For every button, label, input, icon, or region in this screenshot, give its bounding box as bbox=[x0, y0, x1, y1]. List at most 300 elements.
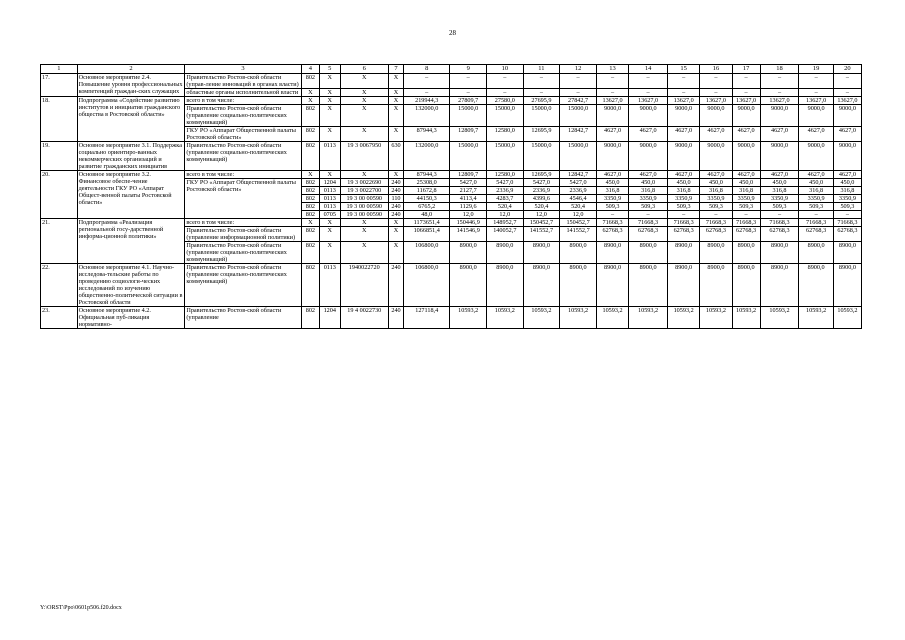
value-cell: 13627,0 bbox=[760, 97, 799, 105]
value-cell: 509,3 bbox=[732, 203, 760, 211]
section-code: 0113 bbox=[320, 195, 340, 203]
target-code: 19 3 0022700 bbox=[340, 187, 388, 195]
value-cell: – bbox=[732, 89, 760, 97]
value-cell: 8900,0 bbox=[799, 264, 833, 307]
grbs-code: 802 bbox=[301, 74, 319, 89]
expense-type-code: 240 bbox=[388, 307, 403, 329]
value-cell: 316,8 bbox=[629, 187, 668, 195]
value-cell: 5427,0 bbox=[450, 179, 487, 187]
executor-cell: Правительство Ростов-ской области (управление bbox=[185, 307, 301, 329]
grbs-code: 802 bbox=[301, 307, 319, 329]
value-cell: 71668,3 bbox=[833, 219, 861, 227]
value-cell: 132000,0 bbox=[404, 142, 450, 171]
section-code: 1204 bbox=[320, 179, 340, 187]
budget-table bbox=[40, 64, 862, 329]
value-cell: 509,3 bbox=[700, 203, 732, 211]
value-cell: 4627,0 bbox=[760, 171, 799, 179]
value-cell: 8900,0 bbox=[760, 242, 799, 264]
target-code: 19 3 00 00590 bbox=[340, 195, 388, 203]
value-cell: 15000,0 bbox=[560, 105, 597, 127]
value-cell: 3350,9 bbox=[760, 195, 799, 203]
section-code: X bbox=[320, 227, 340, 242]
expense-type-code: X bbox=[388, 219, 403, 227]
value-cell: 10593,2 bbox=[833, 307, 861, 329]
value-cell: 9000,0 bbox=[732, 105, 760, 127]
expense-type-code: 240 bbox=[388, 187, 403, 195]
table-row bbox=[41, 142, 862, 171]
value-cell: 8900,0 bbox=[667, 264, 699, 307]
column-number: 19 bbox=[799, 65, 833, 74]
value-cell: 12,0 bbox=[450, 211, 487, 219]
value-cell: 71668,3 bbox=[667, 219, 699, 227]
value-cell: 13627,0 bbox=[732, 97, 760, 105]
value-cell: 8900,0 bbox=[487, 264, 524, 307]
value-cell: 62768,3 bbox=[629, 227, 668, 242]
column-number: 16 bbox=[700, 65, 732, 74]
value-cell: 141552,7 bbox=[523, 227, 560, 242]
value-cell: 8900,0 bbox=[833, 242, 861, 264]
value-cell: 9000,0 bbox=[596, 142, 628, 171]
section-code: X bbox=[320, 127, 340, 142]
value-cell: 8900,0 bbox=[732, 242, 760, 264]
value-cell: 1066851,4 bbox=[404, 227, 450, 242]
value-cell: 5427,0 bbox=[523, 179, 560, 187]
row-number: 21. bbox=[41, 219, 78, 264]
column-number-row bbox=[41, 65, 862, 74]
value-cell: – bbox=[487, 89, 524, 97]
value-cell: 316,8 bbox=[732, 187, 760, 195]
value-cell: – bbox=[833, 89, 861, 97]
column-number: 5 bbox=[320, 65, 340, 74]
value-cell: 4627,0 bbox=[700, 127, 732, 142]
expense-type-code: X bbox=[388, 227, 403, 242]
executor-cell: ГКУ РО «Аппарат Общественной палаты Ростовской области» bbox=[185, 179, 301, 219]
column-number: 13 bbox=[596, 65, 628, 74]
value-cell: 15000,0 bbox=[450, 142, 487, 171]
value-cell: 9000,0 bbox=[799, 142, 833, 171]
value-cell: 27809,7 bbox=[450, 97, 487, 105]
column-number: 14 bbox=[629, 65, 668, 74]
value-cell: 509,3 bbox=[833, 203, 861, 211]
value-cell: 3350,9 bbox=[833, 195, 861, 203]
row-number: 23. bbox=[41, 307, 78, 329]
value-cell: 150446,9 bbox=[450, 219, 487, 227]
value-cell: 4627,0 bbox=[799, 171, 833, 179]
value-cell: – bbox=[732, 74, 760, 89]
section-code: 0113 bbox=[320, 187, 340, 195]
executor-cell: Правительство Ростов-ской области (управ-ление инноваций в органах власти) bbox=[185, 74, 301, 89]
value-cell: 13627,0 bbox=[596, 97, 628, 105]
value-cell: 8900,0 bbox=[450, 242, 487, 264]
value-cell: 9000,0 bbox=[760, 142, 799, 171]
value-cell: 71668,3 bbox=[760, 219, 799, 227]
value-cell: 4627,0 bbox=[667, 171, 699, 179]
column-number: 17 bbox=[732, 65, 760, 74]
value-cell: 316,8 bbox=[667, 187, 699, 195]
row-number: 22. bbox=[41, 264, 78, 307]
value-cell: 9000,0 bbox=[760, 105, 799, 127]
column-number: 4 bbox=[301, 65, 319, 74]
value-cell: 9000,0 bbox=[700, 142, 732, 171]
value-cell: – bbox=[700, 211, 732, 219]
value-cell: 13627,0 bbox=[667, 97, 699, 105]
grbs-code: 802 bbox=[301, 203, 319, 211]
value-cell: 520,4 bbox=[487, 203, 524, 211]
section-code: 0705 bbox=[320, 211, 340, 219]
target-code: 19 3 0022690 bbox=[340, 179, 388, 187]
value-cell: 13627,0 bbox=[799, 97, 833, 105]
section-code: 0113 bbox=[320, 142, 340, 171]
column-number: 11 bbox=[523, 65, 560, 74]
value-cell: 316,8 bbox=[596, 187, 628, 195]
value-cell: 9000,0 bbox=[629, 142, 668, 171]
value-cell: 4627,0 bbox=[833, 171, 861, 179]
value-cell: 15000,0 bbox=[487, 105, 524, 127]
row-number: 17. bbox=[41, 74, 78, 97]
grbs-code: X bbox=[301, 171, 319, 179]
activity-name: Основное мероприятие 4.2. Официальная пуб-ликация нормативно- bbox=[77, 307, 185, 329]
value-cell: 520,4 bbox=[523, 203, 560, 211]
value-cell: 6765,2 bbox=[404, 203, 450, 211]
grbs-code: X bbox=[301, 89, 319, 97]
value-cell: 10593,2 bbox=[732, 307, 760, 329]
section-code: X bbox=[320, 219, 340, 227]
value-cell: 2336,9 bbox=[487, 187, 524, 195]
value-cell: 3350,9 bbox=[667, 195, 699, 203]
value-cell: 5427,0 bbox=[487, 179, 524, 187]
value-cell: 71668,3 bbox=[700, 219, 732, 227]
value-cell: 2127,7 bbox=[450, 187, 487, 195]
value-cell: 8900,0 bbox=[833, 264, 861, 307]
section-code: 0113 bbox=[320, 203, 340, 211]
executor-cell: всего в том числе: bbox=[185, 171, 301, 179]
grbs-code: 802 bbox=[301, 187, 319, 195]
expense-type-code: X bbox=[388, 105, 403, 127]
value-cell: 62768,3 bbox=[760, 227, 799, 242]
value-cell: 4627,0 bbox=[629, 127, 668, 142]
value-cell: 450,0 bbox=[799, 179, 833, 187]
expense-type-code: X bbox=[388, 97, 403, 105]
value-cell: 4627,0 bbox=[732, 171, 760, 179]
value-cell: 8900,0 bbox=[732, 264, 760, 307]
value-cell: 4399,6 bbox=[523, 195, 560, 203]
executor-cell: Правительство Ростов-ской области (управление социально-политических коммуникаций) bbox=[185, 142, 301, 171]
value-cell: 219944,3 bbox=[404, 97, 450, 105]
value-cell: 4627,0 bbox=[833, 127, 861, 142]
value-cell: – bbox=[833, 74, 861, 89]
value-cell: 150452,7 bbox=[560, 219, 597, 227]
activity-name: Основное мероприятие 3.2. Финансовое обеспе-чение деятельности ГКУ РО «Аппарат Общест-венной палаты Ростовской области» bbox=[77, 171, 185, 219]
value-cell: 12,0 bbox=[487, 211, 524, 219]
value-cell: 450,0 bbox=[732, 179, 760, 187]
value-cell: 4113,4 bbox=[450, 195, 487, 203]
column-number: 9 bbox=[450, 65, 487, 74]
value-cell: 4627,0 bbox=[732, 127, 760, 142]
value-cell: 71668,3 bbox=[596, 219, 628, 227]
grbs-code: 802 bbox=[301, 142, 319, 171]
value-cell: 10593,2 bbox=[629, 307, 668, 329]
value-cell: 10593,2 bbox=[596, 307, 628, 329]
expense-type-code: 240 bbox=[388, 203, 403, 211]
grbs-code: 802 bbox=[301, 242, 319, 264]
value-cell: 10593,2 bbox=[450, 307, 487, 329]
value-cell: 12809,7 bbox=[450, 127, 487, 142]
grbs-code: 802 bbox=[301, 105, 319, 127]
executor-cell: Правительство Ростов-ской области (управление социально-политических коммуникаций) bbox=[185, 242, 301, 264]
expense-type-code: 110 bbox=[388, 195, 403, 203]
grbs-code: X bbox=[301, 97, 319, 105]
value-cell: 3350,9 bbox=[700, 195, 732, 203]
value-cell: 12695,9 bbox=[523, 171, 560, 179]
executor-cell: Правительство Ростов-ской области (управление социально-политических коммуникаций) bbox=[185, 264, 301, 307]
value-cell: 450,0 bbox=[760, 179, 799, 187]
value-cell: 15000,0 bbox=[450, 105, 487, 127]
executor-cell: Правительство Ростов-ской области (управление информационной политики) bbox=[185, 227, 301, 242]
grbs-code: 802 bbox=[301, 127, 319, 142]
value-cell: 10593,2 bbox=[560, 307, 597, 329]
value-cell: 15000,0 bbox=[560, 142, 597, 171]
value-cell: 3350,9 bbox=[732, 195, 760, 203]
value-cell: 450,0 bbox=[629, 179, 668, 187]
value-cell: 8900,0 bbox=[523, 242, 560, 264]
target-code: 19 3 00 00590 bbox=[340, 211, 388, 219]
executor-cell: ГКУ РО «Аппарат Общественной палаты Ростовской области» bbox=[185, 127, 301, 142]
column-number: 20 bbox=[833, 65, 861, 74]
grbs-code: 802 bbox=[301, 179, 319, 187]
column-number: 12 bbox=[560, 65, 597, 74]
target-code: X bbox=[340, 171, 388, 179]
value-cell: 13627,0 bbox=[629, 97, 668, 105]
value-cell: 8900,0 bbox=[523, 264, 560, 307]
value-cell: 316,8 bbox=[760, 187, 799, 195]
value-cell: 10593,2 bbox=[760, 307, 799, 329]
page-number: 28 bbox=[449, 29, 456, 37]
value-cell: – bbox=[732, 211, 760, 219]
value-cell: 8900,0 bbox=[700, 242, 732, 264]
value-cell: 4627,0 bbox=[596, 171, 628, 179]
value-cell: 316,8 bbox=[700, 187, 732, 195]
value-cell: 15000,0 bbox=[487, 142, 524, 171]
value-cell: 8900,0 bbox=[450, 264, 487, 307]
column-number: 10 bbox=[487, 65, 524, 74]
column-number: 6 bbox=[340, 65, 388, 74]
target-code: 19 4 0022730 bbox=[340, 307, 388, 329]
activity-name: Основное мероприятие 2.4. Повышение уровня профессиональных компетенций граждан-ских служащих bbox=[77, 74, 185, 97]
column-number: 3 bbox=[185, 65, 301, 74]
value-cell: 4627,0 bbox=[596, 127, 628, 142]
value-cell: 8900,0 bbox=[760, 264, 799, 307]
value-cell: 3350,9 bbox=[596, 195, 628, 203]
value-cell: 1173651,4 bbox=[404, 219, 450, 227]
value-cell: – bbox=[404, 89, 450, 97]
value-cell: – bbox=[596, 74, 628, 89]
executor-cell: всего в том числе: bbox=[185, 97, 301, 105]
executor-cell: Правительство Ростов-ской области (управление социально-политических коммуникаций) bbox=[185, 105, 301, 127]
value-cell: 62768,3 bbox=[596, 227, 628, 242]
value-cell: – bbox=[799, 211, 833, 219]
activity-name: Основное мероприятие 4.1. Научно-исследова-тельские работы по проведению социологи-ческих исследований по изучению общественно-политической ситуации в Ростовской области bbox=[77, 264, 185, 307]
value-cell: – bbox=[700, 74, 732, 89]
value-cell: 12695,9 bbox=[523, 127, 560, 142]
value-cell: 2336,9 bbox=[560, 187, 597, 195]
value-cell: 5427,0 bbox=[560, 179, 597, 187]
value-cell: 127118,4 bbox=[404, 307, 450, 329]
target-code: X bbox=[340, 74, 388, 89]
section-code: X bbox=[320, 89, 340, 97]
target-code: X bbox=[340, 105, 388, 127]
value-cell: 4283,7 bbox=[487, 195, 524, 203]
value-cell: 8900,0 bbox=[560, 242, 597, 264]
value-cell: – bbox=[667, 89, 699, 97]
row-number: 20. bbox=[41, 171, 78, 219]
grbs-code: 802 bbox=[301, 211, 319, 219]
column-number: 7 bbox=[388, 65, 403, 74]
row-number: 18. bbox=[41, 97, 78, 142]
value-cell: 509,3 bbox=[760, 203, 799, 211]
value-cell: – bbox=[700, 89, 732, 97]
value-cell: 4627,0 bbox=[700, 171, 732, 179]
table-row bbox=[41, 97, 862, 105]
value-cell: 71668,3 bbox=[629, 219, 668, 227]
value-cell: 15000,0 bbox=[523, 105, 560, 127]
value-cell: 27580,0 bbox=[487, 97, 524, 105]
activity-name: Подпрограмма «Реализация региональной госу-дарственной информа-ционной политики» bbox=[77, 219, 185, 264]
column-number: 2 bbox=[77, 65, 185, 74]
value-cell: 1129,6 bbox=[450, 203, 487, 211]
value-cell: 8900,0 bbox=[596, 264, 628, 307]
expense-type-code: X bbox=[388, 89, 403, 97]
value-cell: 62768,3 bbox=[667, 227, 699, 242]
value-cell: 2336,9 bbox=[523, 187, 560, 195]
expense-type-code: X bbox=[388, 74, 403, 89]
table-row bbox=[41, 307, 862, 329]
target-code: X bbox=[340, 242, 388, 264]
target-code: 19 3 00 00590 bbox=[340, 203, 388, 211]
value-cell: 62768,3 bbox=[700, 227, 732, 242]
value-cell: 106800,0 bbox=[404, 264, 450, 307]
value-cell: 10593,2 bbox=[700, 307, 732, 329]
value-cell: – bbox=[523, 74, 560, 89]
target-code: X bbox=[340, 219, 388, 227]
value-cell: – bbox=[667, 74, 699, 89]
value-cell: 71668,3 bbox=[732, 219, 760, 227]
value-cell: – bbox=[629, 74, 668, 89]
target-code: X bbox=[340, 97, 388, 105]
value-cell: 12580,0 bbox=[487, 127, 524, 142]
table-row bbox=[41, 171, 862, 179]
value-cell: 132000,0 bbox=[404, 105, 450, 127]
value-cell: 3350,9 bbox=[629, 195, 668, 203]
executor-cell: всего в том числе: bbox=[185, 219, 301, 227]
column-number: 18 bbox=[760, 65, 799, 74]
target-code: 1940022720 bbox=[340, 264, 388, 307]
section-code: X bbox=[320, 97, 340, 105]
value-cell: 12580,0 bbox=[487, 171, 524, 179]
value-cell: – bbox=[629, 89, 668, 97]
value-cell: 509,3 bbox=[799, 203, 833, 211]
value-cell: 450,0 bbox=[596, 179, 628, 187]
value-cell: – bbox=[760, 211, 799, 219]
target-code: X bbox=[340, 89, 388, 97]
value-cell: 4546,4 bbox=[560, 195, 597, 203]
value-cell: 62768,3 bbox=[799, 227, 833, 242]
section-code: X bbox=[320, 242, 340, 264]
value-cell: 4627,0 bbox=[629, 171, 668, 179]
value-cell: 13627,0 bbox=[700, 97, 732, 105]
expense-type-code: X bbox=[388, 127, 403, 142]
value-cell: – bbox=[833, 211, 861, 219]
value-cell: 450,0 bbox=[700, 179, 732, 187]
value-cell: – bbox=[760, 74, 799, 89]
value-cell: 12842,7 bbox=[560, 127, 597, 142]
value-cell: 12842,7 bbox=[560, 171, 597, 179]
value-cell: – bbox=[560, 89, 597, 97]
value-cell: 62768,3 bbox=[833, 227, 861, 242]
table-row bbox=[41, 74, 862, 89]
value-cell: 62768,3 bbox=[732, 227, 760, 242]
value-cell: 9000,0 bbox=[799, 105, 833, 127]
value-cell: 10593,2 bbox=[799, 307, 833, 329]
value-cell: 8900,0 bbox=[596, 242, 628, 264]
value-cell: – bbox=[799, 89, 833, 97]
value-cell: – bbox=[667, 211, 699, 219]
section-code: 0113 bbox=[320, 264, 340, 307]
value-cell: 4627,0 bbox=[667, 127, 699, 142]
grbs-code: 802 bbox=[301, 264, 319, 307]
value-cell: – bbox=[629, 211, 668, 219]
column-number: 1 bbox=[41, 65, 78, 74]
value-cell: 10593,2 bbox=[487, 307, 524, 329]
value-cell: – bbox=[487, 74, 524, 89]
value-cell: – bbox=[596, 211, 628, 219]
value-cell: 12,0 bbox=[523, 211, 560, 219]
value-cell: – bbox=[799, 74, 833, 89]
column-number: 8 bbox=[404, 65, 450, 74]
value-cell: 27695,9 bbox=[523, 97, 560, 105]
value-cell: 140052,7 bbox=[487, 227, 524, 242]
value-cell: 48,0 bbox=[404, 211, 450, 219]
expense-type-code: 240 bbox=[388, 179, 403, 187]
value-cell: 141552,7 bbox=[560, 227, 597, 242]
section-code: 1204 bbox=[320, 307, 340, 329]
activity-name: Основное мероприятие 3.1. Поддержка социально ориентиро-ванных некоммерческих организаций и развитие гражданских инициатив bbox=[77, 142, 185, 171]
value-cell: 3350,9 bbox=[799, 195, 833, 203]
value-cell: – bbox=[450, 89, 487, 97]
section-code: X bbox=[320, 74, 340, 89]
value-cell: 4627,0 bbox=[760, 127, 799, 142]
value-cell: 520,4 bbox=[560, 203, 597, 211]
grbs-code: 802 bbox=[301, 227, 319, 242]
activity-name: Подпрограмма «Содействие развитию институтов и инициатив гражданского общества в Ростовской области» bbox=[77, 97, 185, 142]
value-cell: 12,0 bbox=[560, 211, 597, 219]
value-cell: 9000,0 bbox=[700, 105, 732, 127]
section-code: X bbox=[320, 105, 340, 127]
value-cell: 87944,3 bbox=[404, 127, 450, 142]
footer-file-path: Y:\ORST\Ppo\0601p506.f20.docx bbox=[40, 605, 122, 611]
value-cell: 9000,0 bbox=[667, 142, 699, 171]
value-cell: 4627,0 bbox=[799, 127, 833, 142]
target-code: 19 3 0067950 bbox=[340, 142, 388, 171]
value-cell: – bbox=[560, 74, 597, 89]
grbs-code: 802 bbox=[301, 195, 319, 203]
value-cell: – bbox=[404, 74, 450, 89]
value-cell: 9000,0 bbox=[629, 105, 668, 127]
value-cell: 8900,0 bbox=[629, 264, 668, 307]
table-row bbox=[41, 219, 862, 227]
value-cell: 8900,0 bbox=[560, 264, 597, 307]
value-cell: – bbox=[596, 89, 628, 97]
value-cell: 148952,7 bbox=[487, 219, 524, 227]
